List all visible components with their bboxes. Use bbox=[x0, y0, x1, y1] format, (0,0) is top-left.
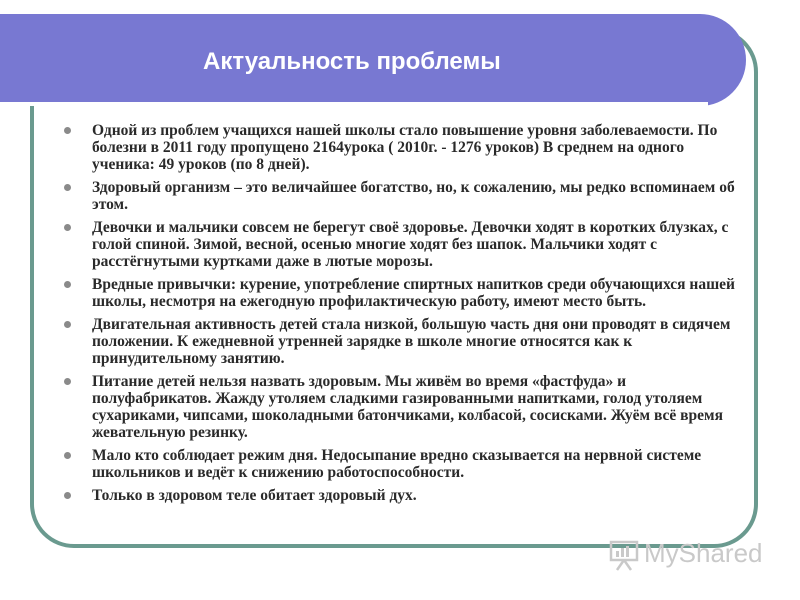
bullet-dot-icon bbox=[64, 127, 71, 134]
slide-title: Актуальность проблемы bbox=[203, 48, 501, 75]
bullet-text: Вредные привычки: курение, употребление спиртных напитков среди обучающихся нашей школы, несмотря на ежегодную профилактическую работу, имеют место быть. bbox=[92, 276, 735, 310]
bullet-item bbox=[64, 276, 740, 310]
bullet-dot-icon bbox=[64, 224, 71, 231]
bullet-item bbox=[64, 487, 740, 504]
bullet-item bbox=[64, 373, 740, 441]
bullet-dot-icon bbox=[64, 184, 71, 191]
bullet-item bbox=[64, 122, 740, 173]
watermark-text: MyShared bbox=[644, 538, 763, 568]
presentation-board-icon bbox=[608, 538, 642, 572]
bullet-text: Одной из проблем учащихся нашей школы стало повышение уровня заболеваемости. По болезни в 2011 году пропущено 2164урока ( 2010г. - 1276 уроков) В среднем на одного ученика: 49 уроков (по 8 дней). bbox=[92, 122, 718, 173]
bullet-dot-icon bbox=[64, 378, 71, 385]
bullet-item bbox=[64, 179, 740, 213]
bullet-dot-icon bbox=[64, 281, 71, 288]
bullet-text: Двигательная активность детей стала низкой, большую часть дня они проводят в сидячем положении. К ежедневной утренней зарядке в школе многие относятся как к принудительному занятию. bbox=[92, 316, 731, 367]
bullet-item bbox=[64, 316, 740, 367]
bullet-text: Девочки и мальчики совсем не берегут своё здоровье. Девочки ходят в коротких блузках, с голой спиной. Зимой, весной, осенью многие ходят без шапок. Мальчики ходят с расстёгнутыми куртками даже в лютые морозы. bbox=[92, 219, 729, 270]
bullet-dot-icon bbox=[64, 321, 71, 328]
bullet-text: Мало кто соблюдает режим дня. Недосыпание вредно сказывается на нервной системе школьников и ведёт к снижению работоспособности. bbox=[92, 447, 702, 481]
watermark bbox=[606, 536, 766, 572]
title-underline bbox=[0, 102, 708, 106]
bullet-text: Здоровый организм – это величайшее богатство, но, к сожалению, мы редко вспоминаем об этом. bbox=[92, 179, 735, 213]
bullet-text: Только в здоровом теле обитает здоровый дух. bbox=[92, 487, 417, 504]
bullet-dot-icon bbox=[64, 492, 71, 499]
bullet-item bbox=[64, 447, 740, 481]
bullet-text: Питание детей нельзя назвать здоровым. Мы живём во время «фастфуда» и полуфабрикатов. Жажду утоляем сладкими газированными напитками, голод утоляем сухариками, чипсами, шоколадными батончиками, колбасой, сосисками. Жуём всё время жевательную резинку. bbox=[92, 373, 723, 441]
bullet-item bbox=[64, 219, 740, 270]
bullet-list bbox=[64, 122, 740, 510]
bullet-dot-icon bbox=[64, 452, 71, 459]
